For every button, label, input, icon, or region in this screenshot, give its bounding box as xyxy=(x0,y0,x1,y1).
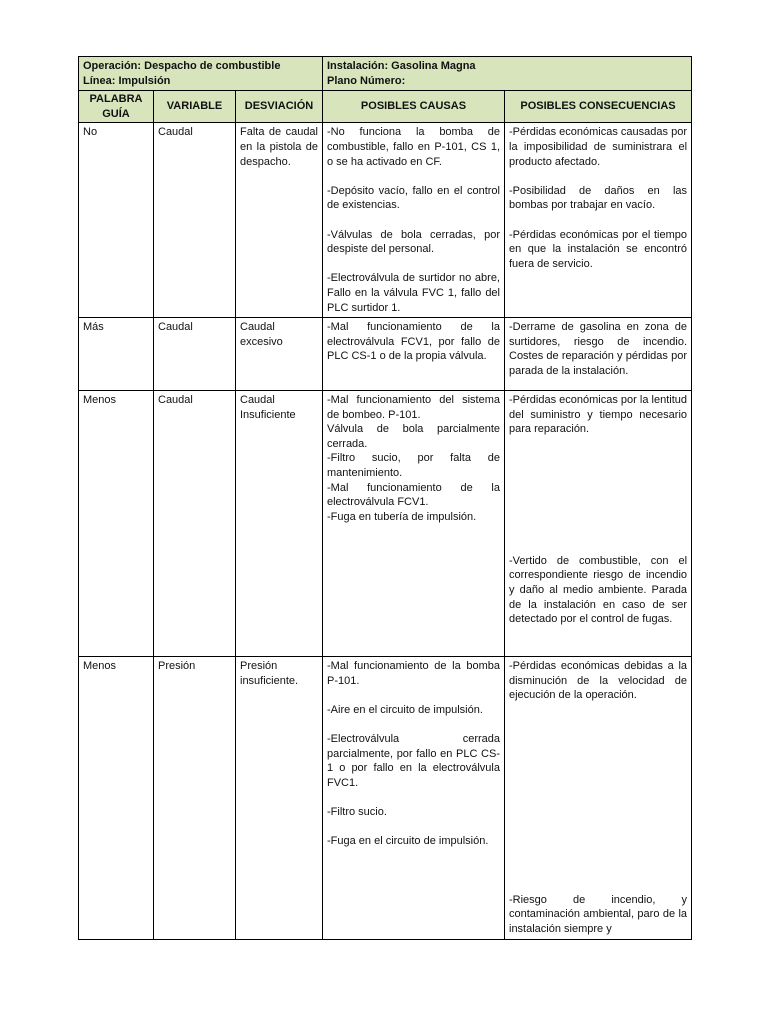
column-header-row xyxy=(79,91,692,123)
consecuencias-cell xyxy=(505,318,692,391)
consecuencia-text: -Vertido de combustible, con el correspondiente riesgo de incendio y daño al medio ambiente. Parada de la instalación en caso de ser detectado por el control de fugas. xyxy=(509,554,688,626)
consecuencias-cell xyxy=(505,123,692,318)
palabra-cell: Menos xyxy=(79,657,154,940)
line-label: Línea: Impulsión xyxy=(83,74,171,87)
causa-text: -Filtro sucio, por falta de mantenimiento. xyxy=(327,452,500,480)
column-header-consecuencias: POSIBLES CONSECUENCIAS xyxy=(505,91,692,123)
installation-info-cell xyxy=(323,57,692,91)
consecuencia-text: -Riesgo de incendio, y contaminación ambiental, paro de la instalación siempre y xyxy=(509,893,688,936)
consecuencia-text: -Pérdidas económicas por la lentitud del suministro y tiempo necesario para reparación. xyxy=(509,394,688,436)
desviacion-cell: Falta de caudal en la pistola de despacho. xyxy=(236,123,323,318)
causa-text: -Válvulas de bola cerradas, por despiste del personal. xyxy=(327,228,500,256)
consecuencia-text: -Pérdidas económicas por el tiempo en que la instalación se encontró fuera de servicio. xyxy=(509,228,688,270)
causa-text: -Fuga en tubería de impulsión. xyxy=(327,510,477,523)
causa-text: -Fuga en el circuito de impulsión. xyxy=(327,835,489,848)
column-header-desviacion: DESVIACIÓN xyxy=(236,91,323,123)
causa-text: -Mal funcionamiento del sistema de bombeo. P-101. xyxy=(327,394,500,421)
variable-cell: Caudal xyxy=(154,123,236,318)
hazop-table xyxy=(78,56,692,940)
causas-cell xyxy=(323,657,505,940)
palabra-cell: No xyxy=(79,123,154,318)
column-header-causas: POSIBLES CAUSAS xyxy=(323,91,505,123)
consecuencias-cell xyxy=(505,657,692,940)
desviacion-cell: Presión insuficiente. xyxy=(236,657,323,940)
causa-text: -Mal funcionamiento de la bomba P-101. xyxy=(327,660,500,687)
consecuencia-text: -Pérdidas económicas debidas a la disminución de la velocidad de ejecución de la operación. xyxy=(509,660,688,702)
variable-cell: Caudal xyxy=(154,318,236,391)
causa-text: Válvula de bola parcialmente cerrada. xyxy=(327,423,500,450)
column-header-palabra: PALABRA GUÍA xyxy=(79,91,154,123)
table-row xyxy=(79,391,692,657)
installation-label: Instalación: Gasolina Magna xyxy=(327,60,476,72)
column-header-variable: VARIABLE xyxy=(154,91,236,123)
consecuencia-text: -Pérdidas económicas causadas por la imposibilidad de suministrara el producto afectado. xyxy=(509,126,688,168)
causa-text: -Depósito vacío, fallo en el control de existencias. xyxy=(327,184,500,212)
causas-cell xyxy=(323,391,505,657)
operation-info-cell xyxy=(79,57,323,91)
table-row xyxy=(79,318,692,391)
consecuencias-cell xyxy=(505,391,692,657)
consecuencia-text: -Derrame de gasolina en zona de surtidores, riesgo de incendio. Costes de reparación y pérdidas por parada de la instalación. xyxy=(509,321,688,377)
causas-cell xyxy=(323,318,505,391)
palabra-cell: Más xyxy=(79,318,154,391)
table-row xyxy=(79,657,692,940)
variable-cell: Caudal xyxy=(154,391,236,657)
causa-text: -Filtro sucio. xyxy=(327,806,387,819)
causa-text: -No funciona la bomba de combustible, fallo en P-101, CS 1, o se ha activado en CF. xyxy=(327,126,500,168)
causas-cell xyxy=(323,123,505,318)
plan-number-label: Plano Número: xyxy=(327,74,406,87)
causa-text: -Electroválvula cerrada parcialmente, por fallo en PLC CS-1 o por fallo en la electroválvula FVC1. xyxy=(327,733,500,789)
operation-label: Operación: Despacho de combustible xyxy=(83,60,281,72)
consecuencia-text: -Posibilidad de daños en las bombas por trabajar en vacío. xyxy=(509,184,688,212)
causa-text: -Mal funcionamiento de la electroválvula FCV1. xyxy=(327,481,500,509)
desviacion-cell: Caudal excesivo xyxy=(236,318,323,391)
table-header-info-row xyxy=(79,57,692,91)
causa-text: -Mal funcionamiento de la electroválvula FCV1, por fallo de PLC CS-1 o de la propia válvula. xyxy=(327,321,500,363)
causa-text: -Aire en el circuito de impulsión. xyxy=(327,703,483,716)
causa-text: -Electroválvula de surtidor no abre, Fallo en la válvula FVC 1, fallo del PLC surtidor 1. xyxy=(327,272,500,314)
palabra-cell: Menos xyxy=(79,391,154,657)
desviacion-cell: Caudal Insuficiente xyxy=(236,391,323,657)
table-row xyxy=(79,123,692,318)
variable-cell: Presión xyxy=(154,657,236,940)
